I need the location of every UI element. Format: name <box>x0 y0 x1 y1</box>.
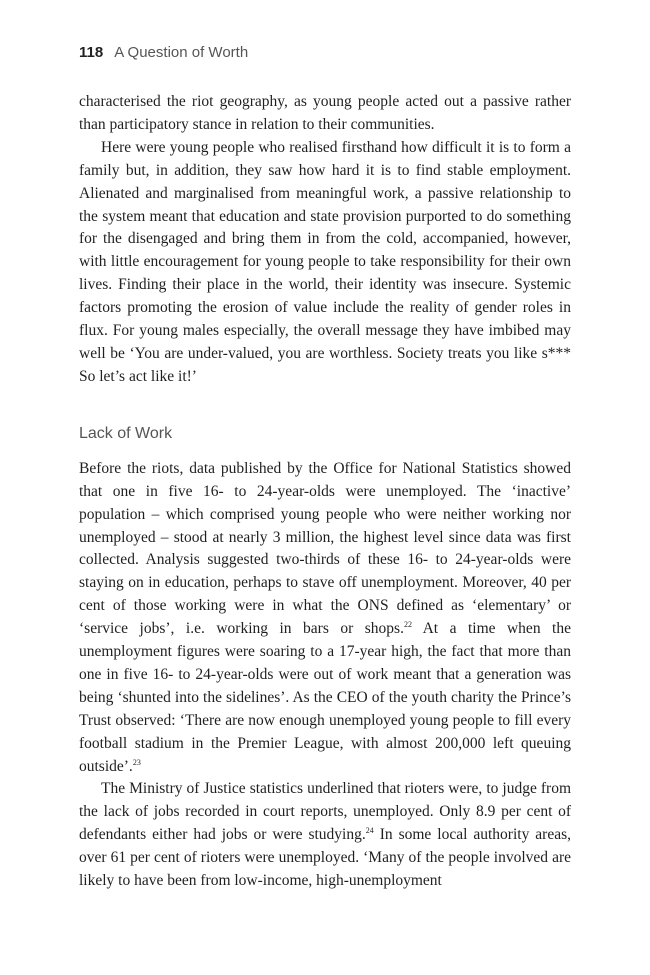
footnote-ref: 23 <box>132 757 141 767</box>
body-text <box>79 91 571 389</box>
running-head <box>79 40 571 66</box>
paragraph <box>79 458 571 779</box>
paragraph: characterised the riot geography, as young people acted out a passive rather than participatory stance in relation to their communities. <box>79 93 571 133</box>
page-number: 118 <box>79 44 104 61</box>
section-body <box>79 458 571 893</box>
paragraph-text: The Ministry of Justice statistics underlined that rioters were, to judge from the lack of jobs recorded in court reports, unemployed. Only 8.9 per cent of defendants either had jobs or were studying. <box>79 780 571 844</box>
paragraph: Here were young people who realised firsthand how difficult it is to form a family but, in addition, they saw how hard it is to find stable employment. Alienated and marginalised from meaningful work, a passive relationship to the system meant that education and state provision purported to do something for the disengaged and bring them in from the cold, accompanied, however, with little encouragement for young people to take responsibility for their own lives. Finding their place in the world, their identity was insecure. Systemic factors promoting the erosion of value include the reality of gender roles in flux. For young males especially, the overall message they have imbibed may well be ‘You are under-valued, you are worthless. Society treats you like s*** So let’s act like it!’ <box>79 138 571 385</box>
footnote-ref: 22 <box>403 619 412 629</box>
footnote-ref: 24 <box>365 826 374 836</box>
book-page <box>79 40 571 893</box>
paragraph-text: In some local authority areas, over 61 per cent of rioters were unemployed. ‘Many of the people involved are likely to have been from low-income, high-unemployment <box>79 826 572 890</box>
paragraph-text: Before the riots, data published by the Office for National Statistics showed that one in five 16- to 24-year-olds were unemployed. The ‘inactive’ population – which comprised young people who were neither working nor unemployed – stood at nearly 3 million, the highest level since data was first collected. Analysis suggested two-thirds of these 16- to 24-year-olds were staying on in education, perhaps to stave off unemployment. Moreover, 40 per cent of those working were in what the ONS defined as ‘elementary’ or ‘service jobs’, i.e. working in bars or shops. <box>79 459 571 638</box>
book-title: A Question of Worth <box>114 44 249 61</box>
paragraph-text: At a time when the unemployment figures were soaring to a 17-year high, the fact that more than one in five 16- to 24-year-olds were out of work meant that a generation was being ‘shunted into the sidelines’. As the CEO of the youth charity the Prince’s Trust observed: ‘There are now enough unemployed young people to fill every football stadium in the Premier League, with almost 200,000 left queuing outside’. <box>79 620 571 775</box>
section-heading: Lack of Work <box>79 424 173 442</box>
paragraph <box>79 778 571 893</box>
